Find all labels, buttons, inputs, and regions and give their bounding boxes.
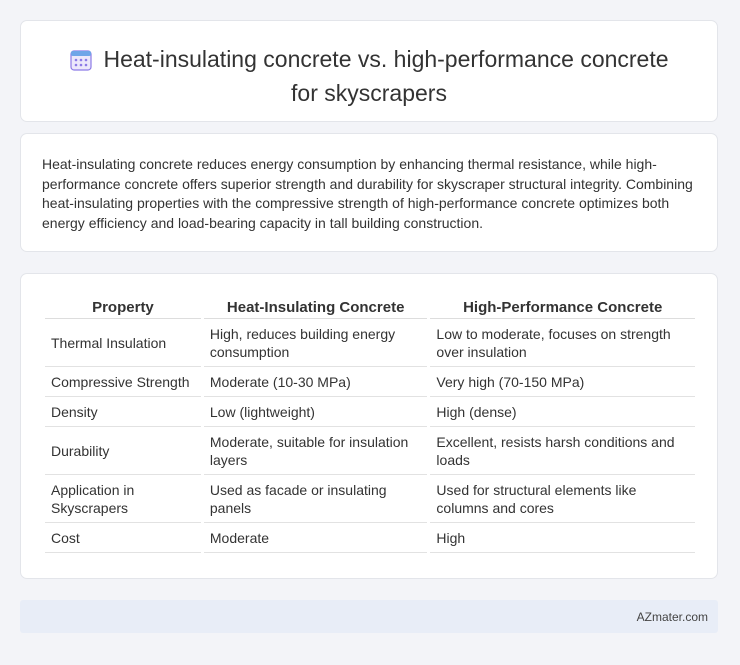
cell-property: Compressive Strength xyxy=(45,367,201,397)
cell-high-performance: Very high (70-150 MPa) xyxy=(430,367,695,397)
footer-bar xyxy=(20,600,718,633)
comparison-card xyxy=(20,273,718,579)
table-row xyxy=(45,397,695,427)
header-heat-insulating: Heat-Insulating Concrete xyxy=(204,294,428,319)
cell-property: Cost xyxy=(45,523,201,553)
table-row xyxy=(45,475,695,523)
table-row xyxy=(45,427,695,475)
calendar-icon xyxy=(69,48,93,79)
cell-property: Thermal Insulation xyxy=(45,319,201,367)
cell-high-performance: Low to moderate, focuses on strength over insulation xyxy=(430,319,695,367)
cell-heat-insulating: Used as facade or insulating panels xyxy=(204,475,428,523)
header-property: Property xyxy=(45,294,201,319)
footer-brand-link[interactable]: AZmater.com xyxy=(636,610,708,624)
cell-heat-insulating: Moderate xyxy=(204,523,428,553)
cell-property: Application in Skyscrapers xyxy=(45,475,201,523)
comparison-table xyxy=(42,294,698,553)
table-row xyxy=(45,523,695,553)
intro-paragraph: Heat-insulating concrete reduces energy consumption by enhancing thermal resistance, while high-performance concrete offers superior strength and durability for skyscraper structural integrity. Combining heat-insulating properties with the compressive strength of high-performance concrete optimizes both energy efficiency and load-bearing capacity in tall building construction. xyxy=(42,156,693,231)
cell-property: Density xyxy=(45,397,201,427)
cell-heat-insulating: Moderate, suitable for insulation layers xyxy=(204,427,428,475)
cell-heat-insulating: Low (lightweight) xyxy=(204,397,428,427)
intro-card xyxy=(20,133,718,252)
cell-high-performance: High (dense) xyxy=(430,397,695,427)
cell-high-performance: High xyxy=(430,523,695,553)
table-header-row xyxy=(45,294,695,319)
table-row xyxy=(45,319,695,367)
cell-high-performance: Excellent, resists harsh conditions and loads xyxy=(430,427,695,475)
table-row xyxy=(45,367,695,397)
page-title-line-1: Heat-insulating concrete vs. high-performance concrete xyxy=(103,46,669,72)
cell-high-performance: Used for structural elements like columns and cores xyxy=(430,475,695,523)
cell-heat-insulating: High, reduces building energy consumption xyxy=(204,319,428,367)
page-title-line-2: for skyscrapers xyxy=(291,80,447,106)
header-high-performance: High-Performance Concrete xyxy=(430,294,695,319)
cell-heat-insulating: Moderate (10-30 MPa) xyxy=(204,367,428,397)
page-title xyxy=(21,45,717,108)
title-card xyxy=(20,20,718,122)
cell-property: Durability xyxy=(45,427,201,475)
